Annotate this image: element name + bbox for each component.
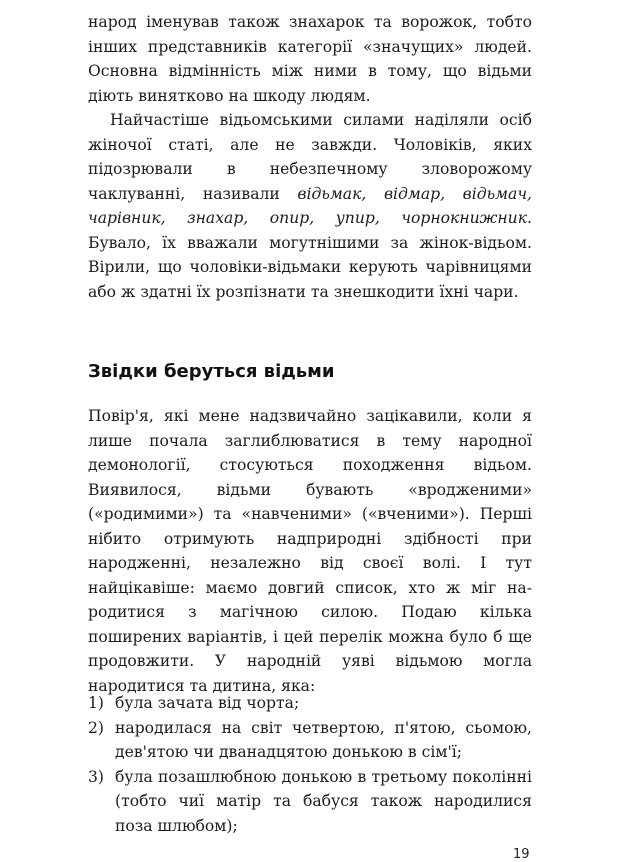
paragraph-origins: Повір'я, які мене надзвичайно зацікавили, коли я лише почала заглиблюватися в тему народної демонології, стосуються походження відьом. Виявилося, відьми бувають «вродженими» («родимими») та «навченими» («вченими»). Перші нібито отримують надприродні здібності при народженні, незалежно від своєї волі. І тут найцікавіше: маємо довгий список, хто ж міг народитися з магічною силою. Подаю кілька поширених варіантів, і цей перелік можна було б ще продовжити. У народній уяві відьмою могла народитися та дитина, яка: [88,407,532,695]
list-item [88,691,532,716]
list-item-text: була зачата від чорта; [115,694,300,712]
list-item-number: 1) [88,694,105,712]
list-item-number: 3) [88,767,105,786]
paragraph-continued: народ іменував також знахарок та ворожок, тобто інших представників категорії «значущих» людей. Основна відмінність між ними в тому, що відьми діють винятково на шкоду людям. [88,13,532,105]
list-item-text: була позашлюбною донькою в третьому поколінні (тобто чиї матір та бабуся також народилися поза шлюбом); [115,767,532,835]
numbered-list [88,691,532,838]
paragraph-male-witches-tail: . Бувало, їх вважали могутнішими за жінок-відьом. Вірили, що чоловіки-відьмаки керують чарівницями або ж здатні їх розпізнати та знешкодити їхні чари. [88,209,532,301]
list-item-number: 2) [88,718,105,737]
text-block-origins [88,404,532,698]
list-item [88,765,532,839]
male-witch-terms: відьмак, відмар, відьмач, чарівник, знахар, опир, упир, чорнокнижник [88,184,532,227]
text-block-top [88,10,532,304]
paragraph-male-witches [88,108,532,304]
section-heading: Звідки беруться відьми [88,361,335,382]
list-item [88,716,532,765]
page-number: 19 [513,847,530,862]
paragraph-male-witches-lead: Найчастіше відьомськими силами наділяли осіб жіночої статі, але не завжди. Чоловіків, яких підозрювали в небезпечному зловорожому чаклуванні, називали [88,111,532,203]
list-item-text: народилася на світ четвертою, п'ятою, сьомою, дев'ятою чи дванадцятою донькою в сім'ї; [115,718,532,761]
